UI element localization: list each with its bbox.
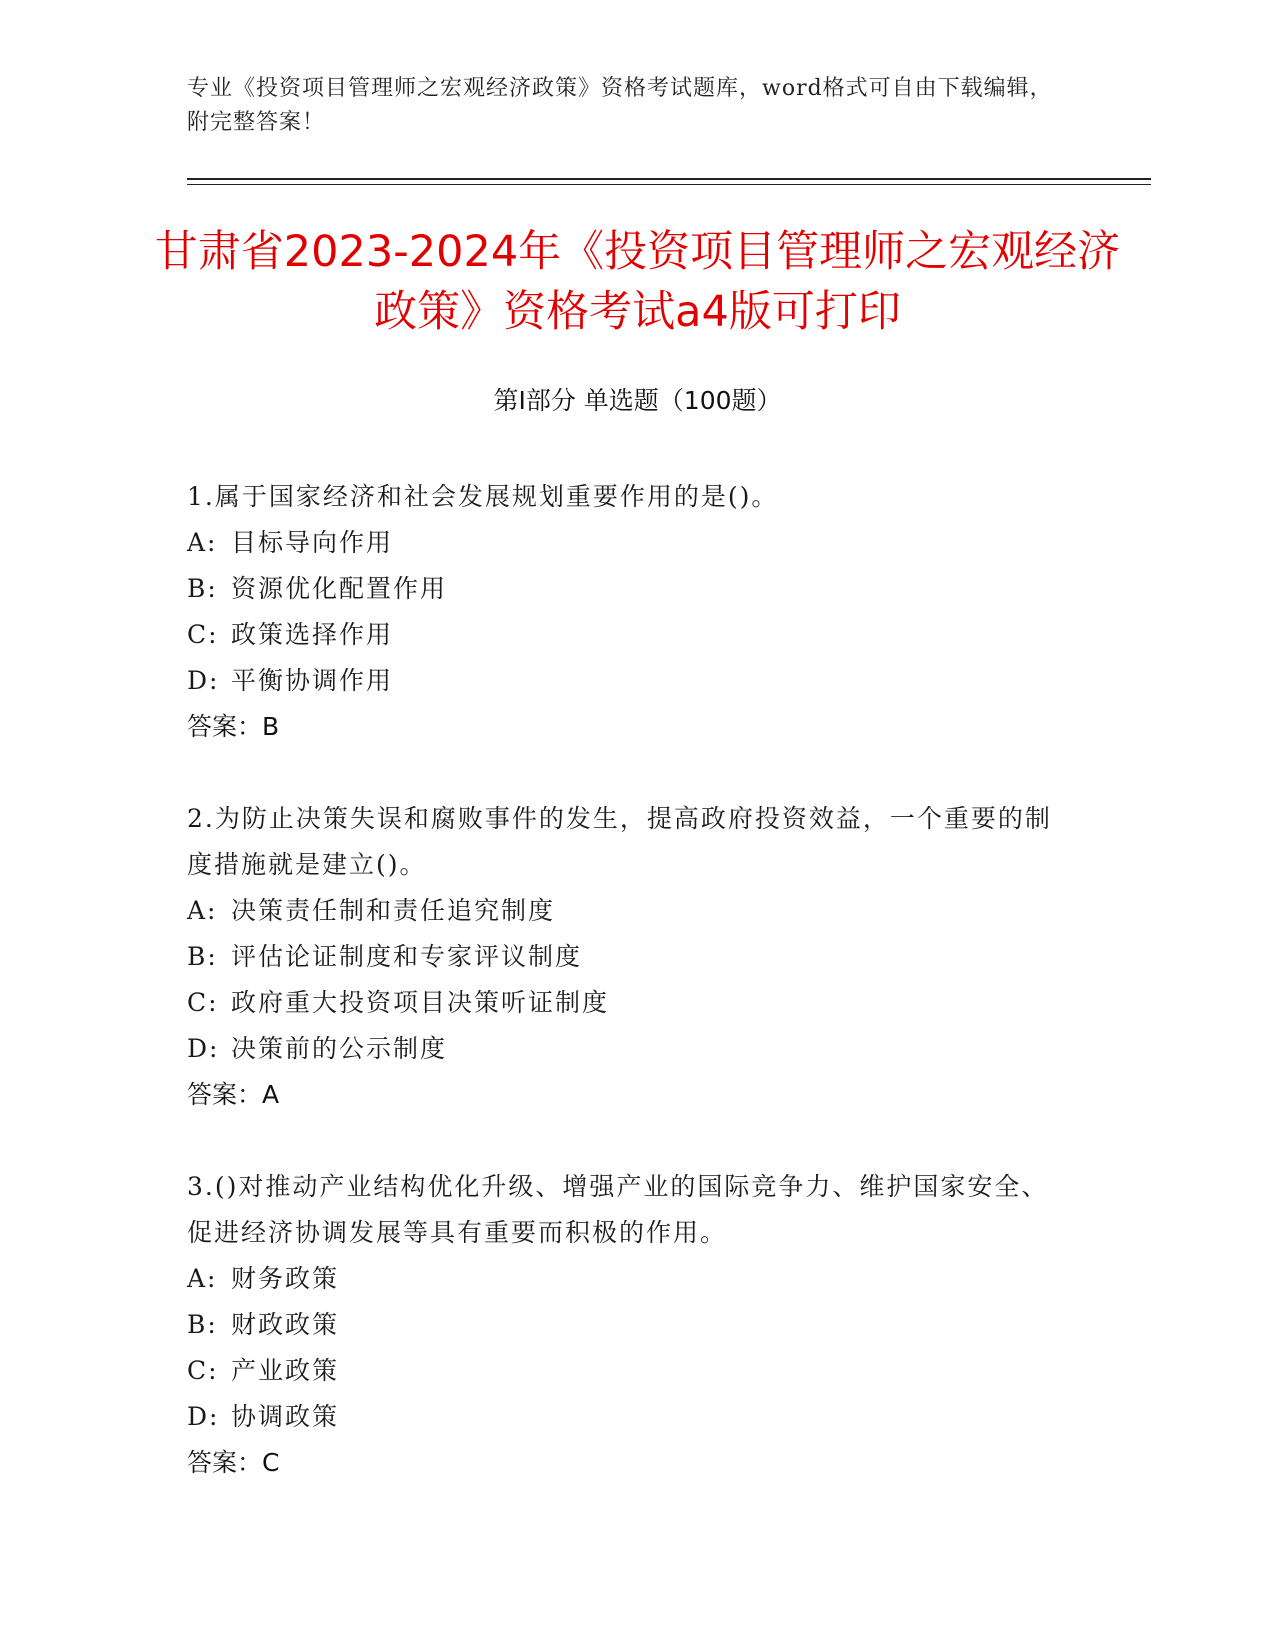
option-b (187, 934, 1067, 980)
option-letter: C: (187, 1356, 219, 1385)
option-c (187, 980, 1067, 1026)
question-list (187, 474, 1067, 1532)
question-stem: 3.()对推动产业结构优化升级、增强产业的国际竞争力、维护国家安全、促进经济协调发展等具有重要而积极的作用。 (187, 1172, 1049, 1247)
header-note: 专业《投资项目管理师之宏观经济政策》资格考试题库，word格式可自由下载编辑，附完整答案！ (187, 76, 1053, 135)
option-text: 财务政策 (231, 1264, 340, 1293)
option-text: 协调政策 (231, 1402, 340, 1431)
option-letter: A: (187, 1264, 218, 1293)
header-rule-thick (187, 178, 1151, 180)
answer-line (187, 704, 1067, 750)
option-letter: C: (187, 988, 219, 1017)
document-title: 甘肃省2023-2024年《投资项目管理师之宏观经济政策》资格考试a4版可打印 (154, 227, 1121, 337)
option-letter: A: (187, 896, 218, 925)
answer-value: B (262, 712, 280, 741)
option-letter: B: (187, 574, 218, 603)
question-2 (187, 796, 1067, 1118)
section-title: 第I部分 单选题（100题） (493, 386, 782, 415)
option-b (187, 566, 1067, 612)
option-text: 资源优化配置作用 (231, 574, 448, 603)
answer-prefix: 答案： (187, 712, 263, 741)
question-stem: 2.为防止决策失误和腐败事件的发生，提高政府投资效益，一个重要的制度措施就是建立()。 (187, 804, 1052, 879)
option-text: 决策责任制和责任追究制度 (231, 896, 556, 925)
option-text: 评估论证制度和专家评议制度 (231, 942, 583, 971)
answer-line (187, 1440, 1067, 1486)
answer-prefix: 答案： (187, 1080, 263, 1109)
option-letter: B: (187, 1310, 218, 1339)
option-c (187, 612, 1067, 658)
option-b (187, 1302, 1067, 1348)
answer-value: C (262, 1448, 280, 1477)
question-stem: 1.属于国家经济和社会发展规划重要作用的是()。 (187, 482, 779, 511)
option-a (187, 520, 1067, 566)
option-c (187, 1348, 1067, 1394)
answer-value: A (262, 1080, 280, 1109)
option-text: 政策选择作用 (231, 620, 394, 649)
option-d (187, 1394, 1067, 1440)
answer-prefix: 答案： (187, 1448, 263, 1477)
question-1 (187, 474, 1067, 750)
option-text: 产业政策 (231, 1356, 340, 1385)
answer-line (187, 1072, 1067, 1118)
option-a (187, 888, 1067, 934)
option-text: 财政政策 (231, 1310, 340, 1339)
option-a (187, 1256, 1067, 1302)
option-text: 政府重大投资项目决策听证制度 (231, 988, 610, 1017)
option-letter: D: (187, 666, 220, 695)
option-text: 目标导向作用 (231, 528, 394, 557)
option-d (187, 658, 1067, 704)
option-d (187, 1026, 1067, 1072)
option-letter: D: (187, 1402, 220, 1431)
option-letter: D: (187, 1034, 220, 1063)
question-3 (187, 1164, 1067, 1486)
option-text: 决策前的公示制度 (231, 1034, 448, 1063)
option-letter: B: (187, 942, 218, 971)
option-letter: C: (187, 620, 219, 649)
header-rule-thin (187, 184, 1151, 185)
option-letter: A: (187, 528, 218, 557)
option-text: 平衡协调作用 (231, 666, 394, 695)
